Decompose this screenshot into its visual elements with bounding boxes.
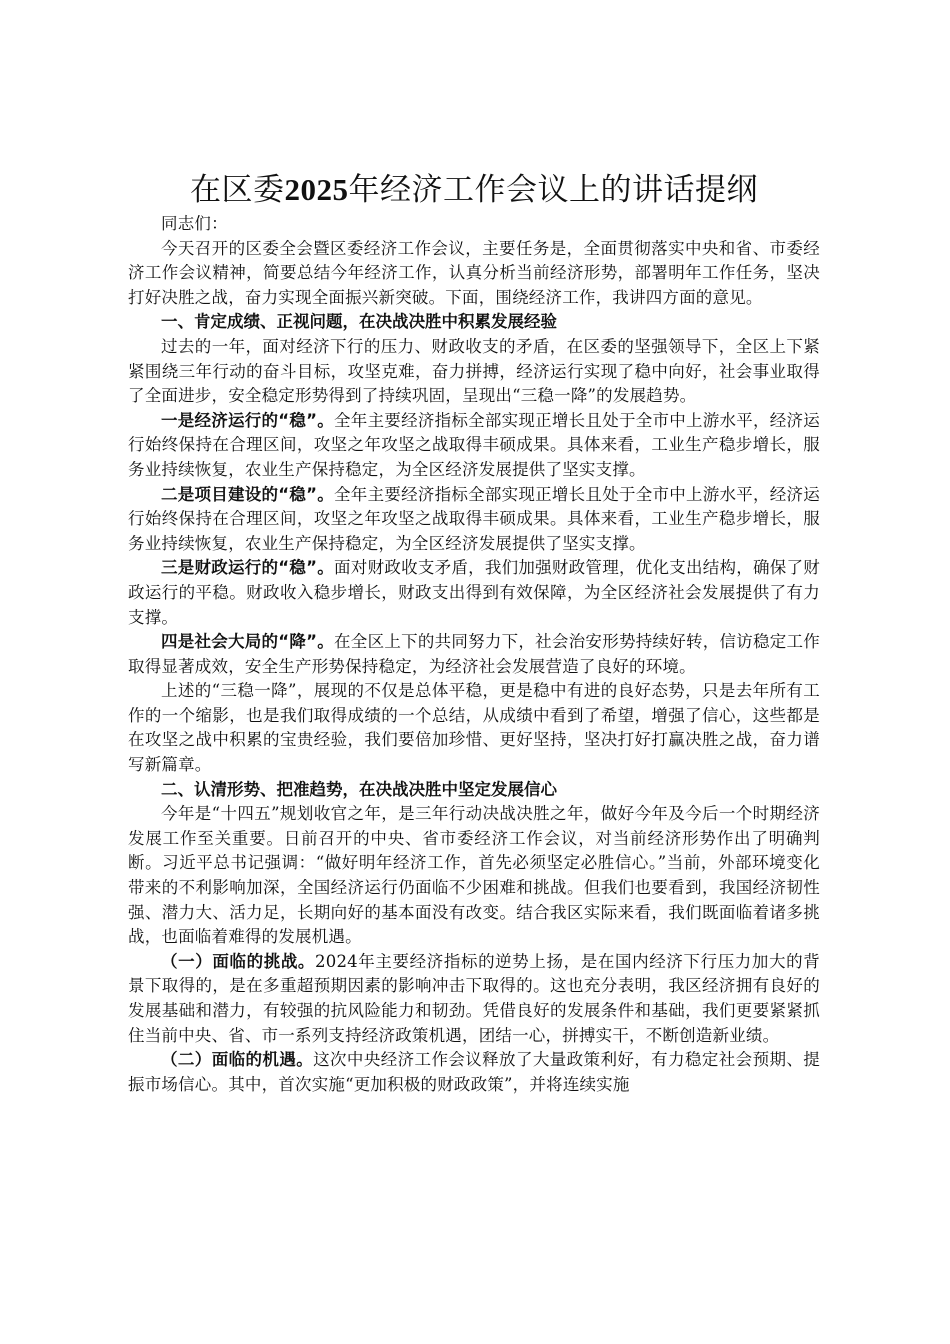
section-1-summary: 上述的“三稳一降”，展现的不仅是总体平稳，更是稳中有进的良好态势，只是去年所有工作的一个缩影，也是我们取得成绩的一个总结，从成绩中看到了希望，增强了信心，这些都是在攻坚之战中积累的宝贵经验，我们要倍加珍惜、更好坚持，坚决打好打赢决胜之战，奋力谱写新篇章。 <box>128 681 820 775</box>
point-3-text: 面对财政收支矛盾，我们加强财政管理，优化支出结构，确保了财政运行的平稳。财政收入稳步增长，财政支出得到有效保障，为全区经济社会发展提供了有力支撑。 <box>128 558 820 627</box>
title-year: 2025 <box>284 172 349 207</box>
subsection-2-text: 这次中央经济工作会议释放了大量政策利好，有力稳定社会预期、提振市场信心。其中，首次实施“更加积极的财政政策”，并将连续实施 <box>128 1050 820 1094</box>
title-prefix: 在区委 <box>190 172 285 208</box>
point-3-lead: 三是财政运行的“稳”。 <box>161 558 335 578</box>
section-2-paragraph: 今年是“十四五”规划收官之年，是三年行动决战决胜之年，做好今年及今后一个时期经济发展工作至关重要。日前召开的中央、省市委经济工作会议，对当前经济形势作出了明确判断。习近平总书记强调：“做好明年经济工作，首先必须坚定必胜信心。”当前，外部环境变化带来的不利影响加深，全国经济运行仍面临不少困难和挑战。但我们也要看到，我国经济韧性强、潜力大、活力足，长期向好的基本面没有改变。结合我区实际来看，我们既面临着诸多挑战，也面临着难得的发展机遇。 <box>128 804 820 947</box>
subsection-2-paragraph <box>128 1048 820 1097</box>
subsection-1-paragraph <box>128 950 820 1048</box>
point-2-paragraph <box>128 483 820 557</box>
point-3-paragraph <box>128 556 820 630</box>
document-title <box>128 168 820 212</box>
subsection-1-text: 2024年主要经济指标的逆势上扬，是在国内经济下行压力加大的背景下取得的，是在多重超预期因素的影响冲击下取得的。这也充分表明，我区经济拥有良好的发展基础和潜力，有较强的抗风险能力和韧劲。凭借良好的发展条件和基础，我们更要紧紧抓住当前中央、省、市一系列支持经济政策机遇，团结一心，拼搏实干，不断创造新业绩。 <box>128 951 820 1045</box>
section-1-paragraph: 过去的一年，面对经济下行的压力、财政收支的矛盾，在区委的坚强领导下，全区上下紧紧围绕三年行动的奋斗目标，攻坚克难，奋力拼搏，经济运行实现了稳中向好，社会事业取得了全面进步，安全稳定形势得到了持续巩固，呈现出“三稳一降”的发展趋势。 <box>128 336 820 406</box>
point-2-lead: 二是项目建设的“稳”。 <box>161 484 335 504</box>
subsection-2-lead: （二）面临的机遇。 <box>161 1050 314 1070</box>
point-1-lead: 一是经济运行的“稳”。 <box>161 410 335 430</box>
point-1-paragraph <box>128 409 820 483</box>
document-body <box>128 168 820 1097</box>
intro-paragraph: 今天召开的区委全会暨区委经济工作会议，主要任务是，全面贯彻落实中央和省、市委经济工作会议精神，简要总结今年经济工作，认真分析当前经济形势，部署明年工作任务，坚决打好决胜之战，奋力实现全面振兴新突破。下面，围绕经济工作，我讲四方面的意见。 <box>128 238 820 307</box>
point-4-paragraph <box>128 630 820 679</box>
section-2-heading: 二、认清形势、把准趋势，在决战决胜中坚定发展信心 <box>161 779 557 799</box>
point-1-text: 全年主要经济指标全部实现正增长且处于全市中上游水平，经济运行始终保持在合理区间，攻坚之年攻坚之战取得丰硕成果。具体来看，工业生产稳步增长，服务业持续恢复，农业生产保持稳定，为全区经济发展提供了坚实支撑。 <box>128 410 820 479</box>
section-1-heading: 一、肯定成绩、正视问题，在决战决胜中积累发展经验 <box>161 312 557 332</box>
point-4-lead: 四是社会大局的“降”。 <box>161 632 335 652</box>
point-2-text: 全年主要经济指标全部实现正增长且处于全市中上游水平，经济运行始终保持在合理区间，攻坚之年攻坚之战取得丰硕成果。具体来看，工业生产稳步增长，服务业持续恢复，农业生产保持稳定，为全区经济发展提供了坚实支撑。 <box>128 484 820 553</box>
subsection-1-lead: （一）面临的挑战。 <box>161 951 316 971</box>
point-4-text: 在全区上下的共同努力下，社会治安形势持续好转，信访稳定工作取得显著成效，安全生产形势保持稳定，为经济社会发展营造了良好的环境。 <box>128 632 820 676</box>
title-suffix: 年经济工作会议上的讲话提纲 <box>348 172 758 208</box>
salutation: 同志们： <box>161 214 228 233</box>
